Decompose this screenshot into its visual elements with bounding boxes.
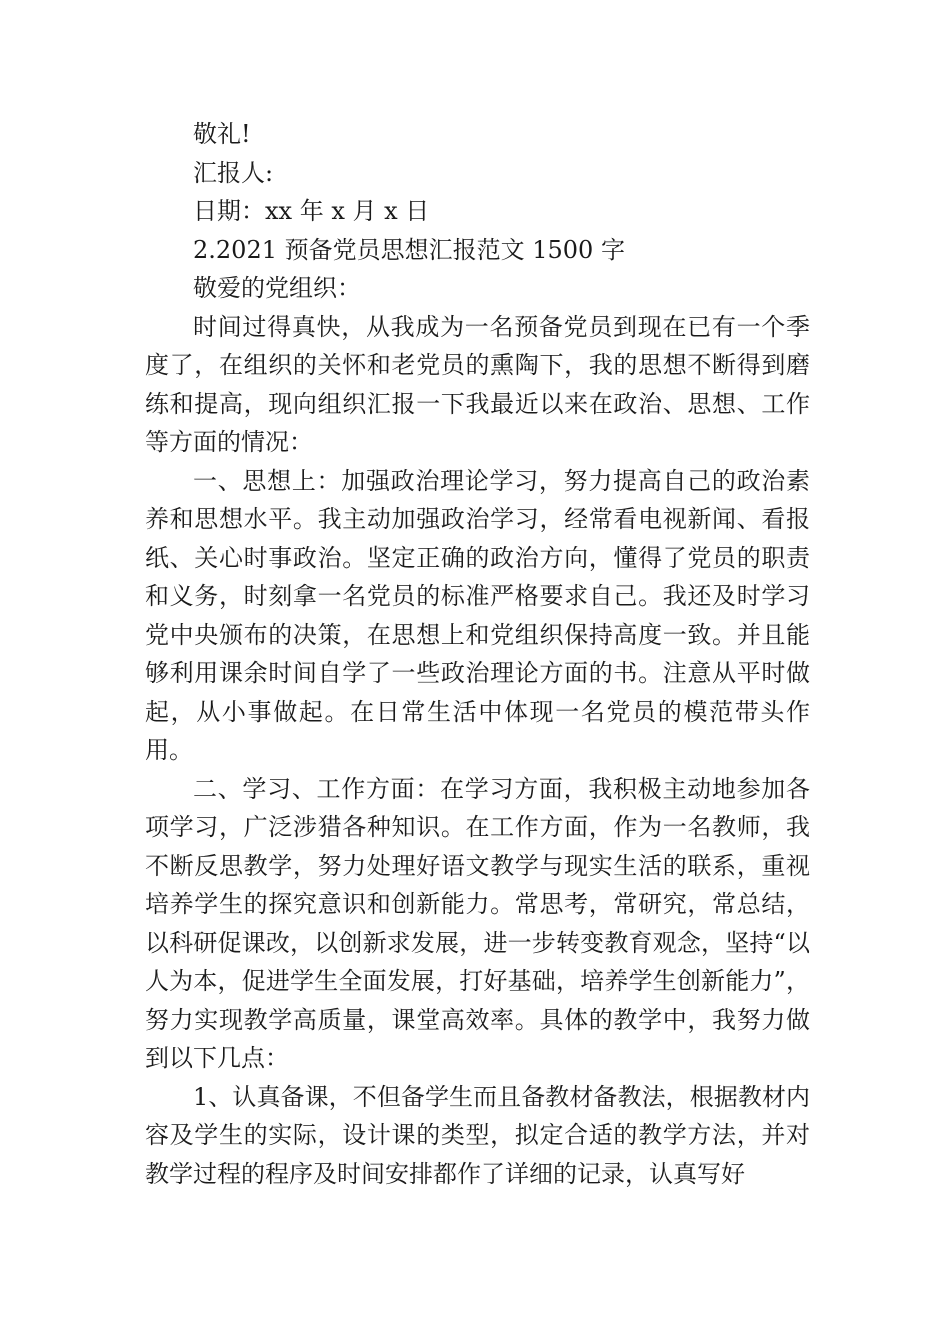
document-body (145, 115, 810, 1193)
greeting: 敬爱的党组织： (193, 274, 361, 302)
study-work-paragraph: 二、学习、工作方面：在学习方面，我积极主动地参加各项学习，广泛涉猎各种知识。在工作方面，作为一名教师，我不断反思教学，努力处理好语文教学与现实生活的联系，重视培养学生的探究意识和创新能力。常思考，常研究，常总结，以科研促课改，以创新求发展，进一步转变教育观念，坚持“以人为本，促进学生全面发展，打好基础，培养学生创新能力”，努力实现教学高质量，课堂高效率。具体的教学中，我努力做到以下几点： (145, 774, 810, 1072)
closing-salutation: 敬礼! (193, 120, 251, 148)
thought-paragraph: 一、思想上：加强政治理论学习，努力提高自己的政治素养和思想水平。我主动加强政治学习，经常看电视新闻、看报纸、关心时事政治。坚定正确的政治方向，懂得了党员的职责和义务，时刻拿一名党员的标准严格要求自己。我还及时学习党中央颁布的决策，在思想上和党组织保持高度一致。并且能够利用课余时间自学了一些政治理论方面的书。注意从平时做起，从小事做起。在日常生活中体现一名党员的模范带头作用。 (145, 466, 810, 764)
intro-paragraph: 时间过得真快，从我成为一名预备党员到现在已有一个季度了，在组织的关怀和老党员的熏陶下，我的思想不断得到磨练和提高，现向组织汇报一下我最近以来在政治、思想、工作等方面的情况： (145, 312, 810, 456)
section-title: 2.2021 预备党员思想汇报范文 1500 字 (193, 235, 625, 264)
date-line: 日期：xx 年 x 月 x 日 (193, 197, 430, 225)
reporter-line: 汇报人: (193, 158, 274, 187)
lesson-prep-paragraph: 1、认真备课，不但备学生而且备教材备教法，根据教材内容及学生的实际，设计课的类型，拟定合适的教学方法，并对教学过程的程序及时间安排都作了详细的记录，认真写好 (145, 1082, 810, 1188)
